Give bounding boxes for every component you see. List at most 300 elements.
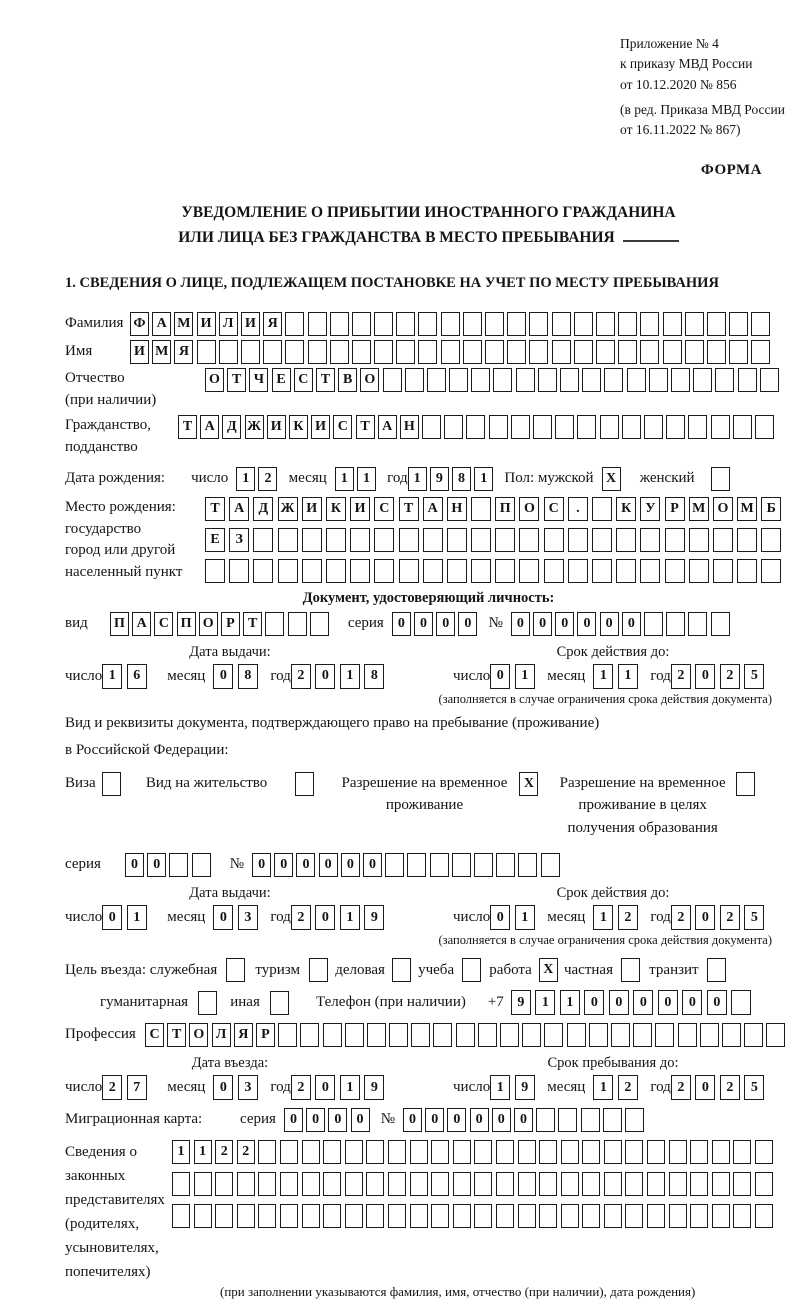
char-cell[interactable]: 9 (364, 1075, 384, 1100)
char-cell[interactable]: Я (234, 1023, 253, 1047)
char-cell[interactable] (352, 340, 371, 364)
doc-issue-year-input[interactable] (291, 664, 389, 689)
char-cell[interactable] (760, 368, 779, 392)
char-cell[interactable]: А (378, 415, 397, 439)
char-cell[interactable]: 1 (560, 990, 580, 1015)
char-cell[interactable] (326, 559, 346, 583)
char-cell[interactable] (237, 1204, 255, 1228)
char-cell[interactable] (592, 528, 612, 552)
char-cell[interactable] (560, 368, 579, 392)
char-cell[interactable]: О (713, 497, 733, 521)
char-cell[interactable]: 0 (490, 905, 510, 930)
char-cell[interactable] (707, 312, 726, 336)
char-cell[interactable] (707, 958, 726, 982)
char-cell[interactable] (713, 528, 733, 552)
char-cell[interactable] (295, 772, 314, 796)
char-cell[interactable] (323, 1204, 341, 1228)
char-cell[interactable] (736, 772, 755, 796)
char-cell[interactable] (755, 1204, 773, 1228)
char-cell[interactable]: М (152, 340, 171, 364)
char-cell[interactable] (474, 853, 493, 877)
char-cell[interactable] (330, 340, 349, 364)
doc-issue-day-input[interactable] (102, 664, 151, 689)
char-cell[interactable]: 0 (284, 1108, 303, 1132)
char-cell[interactable]: М (174, 312, 193, 336)
char-cell[interactable] (496, 1172, 514, 1196)
char-cell[interactable] (611, 1023, 630, 1047)
char-cell[interactable] (713, 559, 733, 583)
char-cell[interactable] (663, 312, 682, 336)
char-cell[interactable] (640, 559, 660, 583)
char-cell[interactable]: 0 (492, 1108, 511, 1132)
char-cell[interactable]: 0 (341, 853, 360, 877)
char-cell[interactable] (474, 1140, 492, 1164)
char-cell[interactable] (640, 528, 660, 552)
char-cell[interactable] (366, 1204, 384, 1228)
char-cell[interactable]: 9 (364, 905, 384, 930)
entry-day-input[interactable] (102, 1075, 151, 1100)
char-cell[interactable] (731, 990, 751, 1015)
char-cell[interactable] (396, 312, 415, 336)
char-cell[interactable] (447, 528, 467, 552)
char-cell[interactable] (285, 312, 304, 336)
char-cell[interactable]: 0 (351, 1108, 370, 1132)
char-cell[interactable] (711, 612, 730, 636)
char-cell[interactable] (707, 340, 726, 364)
char-cell[interactable] (539, 1204, 557, 1228)
char-cell[interactable] (431, 1204, 449, 1228)
char-cell[interactable]: 0 (658, 990, 678, 1015)
char-cell[interactable] (507, 312, 526, 336)
char-cell[interactable] (374, 340, 393, 364)
char-cell[interactable]: 2 (215, 1140, 233, 1164)
char-cell[interactable] (471, 559, 491, 583)
char-cell[interactable]: 2 (291, 905, 311, 930)
char-cell[interactable]: К (289, 415, 308, 439)
char-cell[interactable]: С (544, 497, 564, 521)
char-cell[interactable] (462, 958, 481, 982)
birth-month-input[interactable] (335, 467, 379, 491)
char-cell[interactable] (622, 415, 641, 439)
char-cell[interactable]: 0 (633, 990, 653, 1015)
char-cell[interactable]: Е (272, 368, 291, 392)
char-cell[interactable] (625, 1140, 643, 1164)
char-cell[interactable] (219, 340, 238, 364)
char-cell[interactable]: О (205, 368, 224, 392)
char-cell[interactable] (410, 1172, 428, 1196)
char-cell[interactable]: А (423, 497, 443, 521)
char-cell[interactable] (577, 415, 596, 439)
char-cell[interactable]: 0 (600, 612, 619, 636)
char-cell[interactable] (302, 559, 322, 583)
char-cell[interactable] (544, 528, 564, 552)
char-cell[interactable]: 0 (707, 990, 727, 1015)
char-cell[interactable] (640, 340, 659, 364)
char-cell[interactable] (755, 415, 774, 439)
char-cell[interactable]: 0 (695, 905, 715, 930)
char-cell[interactable]: 0 (490, 664, 510, 689)
birthplace-line3-input[interactable] (205, 559, 786, 583)
char-cell[interactable] (568, 559, 588, 583)
char-cell[interactable] (466, 415, 485, 439)
char-cell[interactable] (500, 1023, 519, 1047)
char-cell[interactable] (172, 1172, 190, 1196)
char-cell[interactable] (604, 368, 623, 392)
char-cell[interactable]: 0 (584, 990, 604, 1015)
char-cell[interactable]: 2 (671, 1075, 691, 1100)
char-cell[interactable] (669, 1204, 687, 1228)
purpose-humanitarian-checkbox[interactable] (198, 991, 220, 1015)
char-cell[interactable] (345, 1023, 364, 1047)
char-cell[interactable] (733, 1140, 751, 1164)
char-cell[interactable] (205, 559, 225, 583)
doc-valid-year-input[interactable] (671, 664, 769, 689)
char-cell[interactable] (604, 1140, 622, 1164)
char-cell[interactable]: 1 (515, 905, 535, 930)
char-cell[interactable]: И (302, 497, 322, 521)
migcard-number-input[interactable] (403, 1108, 647, 1132)
char-cell[interactable] (751, 312, 770, 336)
char-cell[interactable]: 1 (535, 990, 555, 1015)
char-cell[interactable] (496, 1140, 514, 1164)
char-cell[interactable]: X (539, 958, 558, 982)
char-cell[interactable]: 2 (237, 1140, 255, 1164)
char-cell[interactable]: 0 (274, 853, 293, 877)
guardians-line3-input[interactable] (172, 1204, 777, 1228)
char-cell[interactable] (567, 1023, 586, 1047)
char-cell[interactable] (711, 415, 730, 439)
char-cell[interactable]: 5 (744, 905, 764, 930)
char-cell[interactable] (737, 559, 757, 583)
permit-series-input[interactable] (125, 853, 214, 877)
char-cell[interactable]: Т (316, 368, 335, 392)
char-cell[interactable] (405, 368, 424, 392)
char-cell[interactable] (388, 1172, 406, 1196)
permit-issue-month-input[interactable] (213, 905, 262, 930)
char-cell[interactable] (493, 368, 512, 392)
char-cell[interactable] (669, 1140, 687, 1164)
char-cell[interactable] (302, 528, 322, 552)
char-cell[interactable]: Б (761, 497, 781, 521)
birthplace-line1-input[interactable] (205, 497, 786, 521)
char-cell[interactable] (374, 559, 394, 583)
char-cell[interactable]: 2 (671, 664, 691, 689)
temp-residence-edu-checkbox[interactable] (736, 772, 758, 796)
doc-type-input[interactable] (110, 612, 332, 636)
char-cell[interactable]: Р (256, 1023, 275, 1047)
char-cell[interactable]: 8 (452, 467, 471, 491)
char-cell[interactable]: 0 (555, 612, 574, 636)
char-cell[interactable] (689, 559, 709, 583)
char-cell[interactable] (733, 1204, 751, 1228)
char-cell[interactable] (518, 853, 537, 877)
char-cell[interactable] (441, 340, 460, 364)
char-cell[interactable]: К (616, 497, 636, 521)
char-cell[interactable] (302, 1140, 320, 1164)
char-cell[interactable]: 0 (125, 853, 144, 877)
guardians-line1-input[interactable] (172, 1140, 777, 1164)
char-cell[interactable] (270, 991, 289, 1015)
purpose-work-checkbox[interactable] (539, 958, 561, 982)
char-cell[interactable] (568, 528, 588, 552)
char-cell[interactable] (280, 1204, 298, 1228)
char-cell[interactable] (552, 312, 571, 336)
char-cell[interactable] (755, 1172, 773, 1196)
char-cell[interactable] (574, 312, 593, 336)
char-cell[interactable] (496, 1204, 514, 1228)
char-cell[interactable] (399, 528, 419, 552)
char-cell[interactable] (366, 1140, 384, 1164)
char-cell[interactable]: 1 (194, 1140, 212, 1164)
char-cell[interactable]: 0 (403, 1108, 422, 1132)
char-cell[interactable]: 2 (291, 1075, 311, 1100)
char-cell[interactable] (447, 559, 467, 583)
char-cell[interactable] (700, 1023, 719, 1047)
char-cell[interactable] (418, 340, 437, 364)
char-cell[interactable]: 0 (414, 612, 433, 636)
char-cell[interactable]: П (495, 497, 515, 521)
char-cell[interactable]: 3 (238, 1075, 258, 1100)
char-cell[interactable]: И (197, 312, 216, 336)
char-cell[interactable]: X (519, 772, 538, 796)
char-cell[interactable]: 0 (102, 905, 122, 930)
char-cell[interactable] (323, 1023, 342, 1047)
char-cell[interactable]: 2 (720, 1075, 740, 1100)
char-cell[interactable] (600, 415, 619, 439)
char-cell[interactable]: 1 (340, 664, 360, 689)
char-cell[interactable]: 1 (515, 664, 535, 689)
char-cell[interactable]: О (519, 497, 539, 521)
char-cell[interactable] (665, 528, 685, 552)
char-cell[interactable] (536, 1108, 555, 1132)
char-cell[interactable] (507, 340, 526, 364)
char-cell[interactable]: 0 (315, 905, 335, 930)
char-cell[interactable]: 0 (425, 1108, 444, 1132)
char-cell[interactable] (427, 368, 446, 392)
char-cell[interactable] (452, 853, 471, 877)
char-cell[interactable]: Т (178, 415, 197, 439)
char-cell[interactable]: 7 (127, 1075, 147, 1100)
char-cell[interactable] (449, 368, 468, 392)
char-cell[interactable]: С (333, 415, 352, 439)
char-cell[interactable] (422, 415, 441, 439)
char-cell[interactable] (194, 1204, 212, 1228)
char-cell[interactable] (389, 1023, 408, 1047)
char-cell[interactable] (604, 1204, 622, 1228)
char-cell[interactable]: О (199, 612, 218, 636)
char-cell[interactable] (539, 1172, 557, 1196)
char-cell[interactable] (444, 415, 463, 439)
char-cell[interactable] (495, 559, 515, 583)
char-cell[interactable]: 6 (127, 664, 147, 689)
char-cell[interactable] (453, 1140, 471, 1164)
char-cell[interactable] (367, 1023, 386, 1047)
char-cell[interactable]: 1 (408, 467, 427, 491)
char-cell[interactable]: И (350, 497, 370, 521)
char-cell[interactable] (603, 1108, 622, 1132)
visa-checkbox[interactable] (102, 772, 124, 796)
sex-male-checkbox[interactable] (602, 467, 624, 491)
stay-year-input[interactable] (671, 1075, 769, 1100)
char-cell[interactable] (495, 528, 515, 552)
char-cell[interactable]: 0 (296, 853, 315, 877)
char-cell[interactable] (474, 1172, 492, 1196)
char-cell[interactable]: С (154, 612, 173, 636)
char-cell[interactable]: 9 (511, 990, 531, 1015)
char-cell[interactable] (761, 528, 781, 552)
char-cell[interactable]: Т (356, 415, 375, 439)
char-cell[interactable] (665, 559, 685, 583)
permit-valid-month-input[interactable] (593, 905, 642, 930)
char-cell[interactable] (489, 415, 508, 439)
char-cell[interactable] (302, 1204, 320, 1228)
char-cell[interactable]: П (177, 612, 196, 636)
char-cell[interactable] (345, 1172, 363, 1196)
char-cell[interactable] (366, 1172, 384, 1196)
char-cell[interactable] (574, 340, 593, 364)
char-cell[interactable] (278, 559, 298, 583)
char-cell[interactable] (561, 1204, 579, 1228)
char-cell[interactable] (310, 612, 329, 636)
char-cell[interactable] (751, 340, 770, 364)
char-cell[interactable] (544, 1023, 563, 1047)
char-cell[interactable] (596, 312, 615, 336)
char-cell[interactable] (423, 528, 443, 552)
stay-day-input[interactable] (490, 1075, 539, 1100)
char-cell[interactable] (237, 1172, 255, 1196)
char-cell[interactable] (197, 340, 216, 364)
char-cell[interactable] (453, 1204, 471, 1228)
char-cell[interactable] (463, 340, 482, 364)
char-cell[interactable] (582, 1204, 600, 1228)
char-cell[interactable] (561, 1140, 579, 1164)
char-cell[interactable] (766, 1023, 785, 1047)
char-cell[interactable]: 0 (511, 612, 530, 636)
char-cell[interactable] (616, 559, 636, 583)
char-cell[interactable] (711, 467, 730, 491)
char-cell[interactable] (544, 559, 564, 583)
char-cell[interactable]: 1 (490, 1075, 510, 1100)
char-cell[interactable]: 0 (213, 905, 233, 930)
char-cell[interactable] (226, 958, 245, 982)
char-cell[interactable]: 0 (436, 612, 455, 636)
char-cell[interactable]: И (130, 340, 149, 364)
char-cell[interactable]: 9 (515, 1075, 535, 1100)
char-cell[interactable] (326, 528, 346, 552)
char-cell[interactable]: 2 (258, 467, 277, 491)
char-cell[interactable] (388, 1204, 406, 1228)
char-cell[interactable]: И (267, 415, 286, 439)
char-cell[interactable] (263, 340, 282, 364)
char-cell[interactable] (589, 1023, 608, 1047)
char-cell[interactable] (519, 559, 539, 583)
char-cell[interactable]: 1 (340, 905, 360, 930)
char-cell[interactable] (644, 415, 663, 439)
char-cell[interactable] (688, 612, 707, 636)
char-cell[interactable] (345, 1140, 363, 1164)
char-cell[interactable] (592, 497, 612, 521)
char-cell[interactable] (604, 1172, 622, 1196)
char-cell[interactable]: Л (219, 312, 238, 336)
char-cell[interactable]: 5 (744, 664, 764, 689)
char-cell[interactable] (374, 528, 394, 552)
char-cell[interactable] (485, 340, 504, 364)
migcard-series-input[interactable] (284, 1108, 373, 1132)
char-cell[interactable]: О (360, 368, 379, 392)
char-cell[interactable] (485, 312, 504, 336)
char-cell[interactable] (529, 312, 548, 336)
char-cell[interactable] (666, 612, 685, 636)
char-cell[interactable] (633, 1023, 652, 1047)
char-cell[interactable] (618, 340, 637, 364)
char-cell[interactable] (666, 415, 685, 439)
char-cell[interactable] (738, 368, 757, 392)
char-cell[interactable]: 0 (319, 853, 338, 877)
char-cell[interactable]: 0 (392, 612, 411, 636)
char-cell[interactable]: 3 (238, 905, 258, 930)
char-cell[interactable] (755, 1140, 773, 1164)
char-cell[interactable] (729, 340, 748, 364)
char-cell[interactable] (410, 1204, 428, 1228)
char-cell[interactable] (194, 1172, 212, 1196)
char-cell[interactable]: 2 (102, 1075, 122, 1100)
char-cell[interactable] (496, 853, 515, 877)
temp-residence-checkbox[interactable] (519, 772, 541, 796)
char-cell[interactable]: 8 (238, 664, 258, 689)
char-cell[interactable] (474, 1204, 492, 1228)
char-cell[interactable] (518, 1140, 536, 1164)
char-cell[interactable] (253, 559, 273, 583)
char-cell[interactable]: М (689, 497, 709, 521)
char-cell[interactable] (280, 1140, 298, 1164)
char-cell[interactable] (729, 312, 748, 336)
permit-valid-year-input[interactable] (671, 905, 769, 930)
char-cell[interactable] (655, 1023, 674, 1047)
phone-input[interactable] (511, 990, 756, 1015)
char-cell[interactable] (302, 1172, 320, 1196)
char-cell[interactable] (471, 368, 490, 392)
char-cell[interactable] (431, 1140, 449, 1164)
char-cell[interactable]: П (110, 612, 129, 636)
char-cell[interactable]: С (294, 368, 313, 392)
char-cell[interactable] (383, 368, 402, 392)
char-cell[interactable] (644, 612, 663, 636)
char-cell[interactable] (688, 415, 707, 439)
char-cell[interactable] (640, 312, 659, 336)
char-cell[interactable] (471, 497, 491, 521)
char-cell[interactable]: Ф (130, 312, 149, 336)
char-cell[interactable] (456, 1023, 475, 1047)
char-cell[interactable]: 2 (720, 905, 740, 930)
char-cell[interactable] (430, 853, 449, 877)
char-cell[interactable] (433, 1023, 452, 1047)
char-cell[interactable]: Т (167, 1023, 186, 1047)
doc-series-input[interactable] (392, 612, 481, 636)
char-cell[interactable]: 1 (340, 1075, 360, 1100)
char-cell[interactable] (350, 528, 370, 552)
char-cell[interactable] (618, 312, 637, 336)
char-cell[interactable] (516, 368, 535, 392)
char-cell[interactable] (388, 1140, 406, 1164)
char-cell[interactable] (352, 312, 371, 336)
char-cell[interactable]: 0 (213, 664, 233, 689)
char-cell[interactable] (690, 1172, 708, 1196)
char-cell[interactable]: Л (212, 1023, 231, 1047)
char-cell[interactable]: Н (447, 497, 467, 521)
char-cell[interactable]: Т (227, 368, 246, 392)
char-cell[interactable]: 0 (514, 1108, 533, 1132)
char-cell[interactable] (265, 612, 284, 636)
